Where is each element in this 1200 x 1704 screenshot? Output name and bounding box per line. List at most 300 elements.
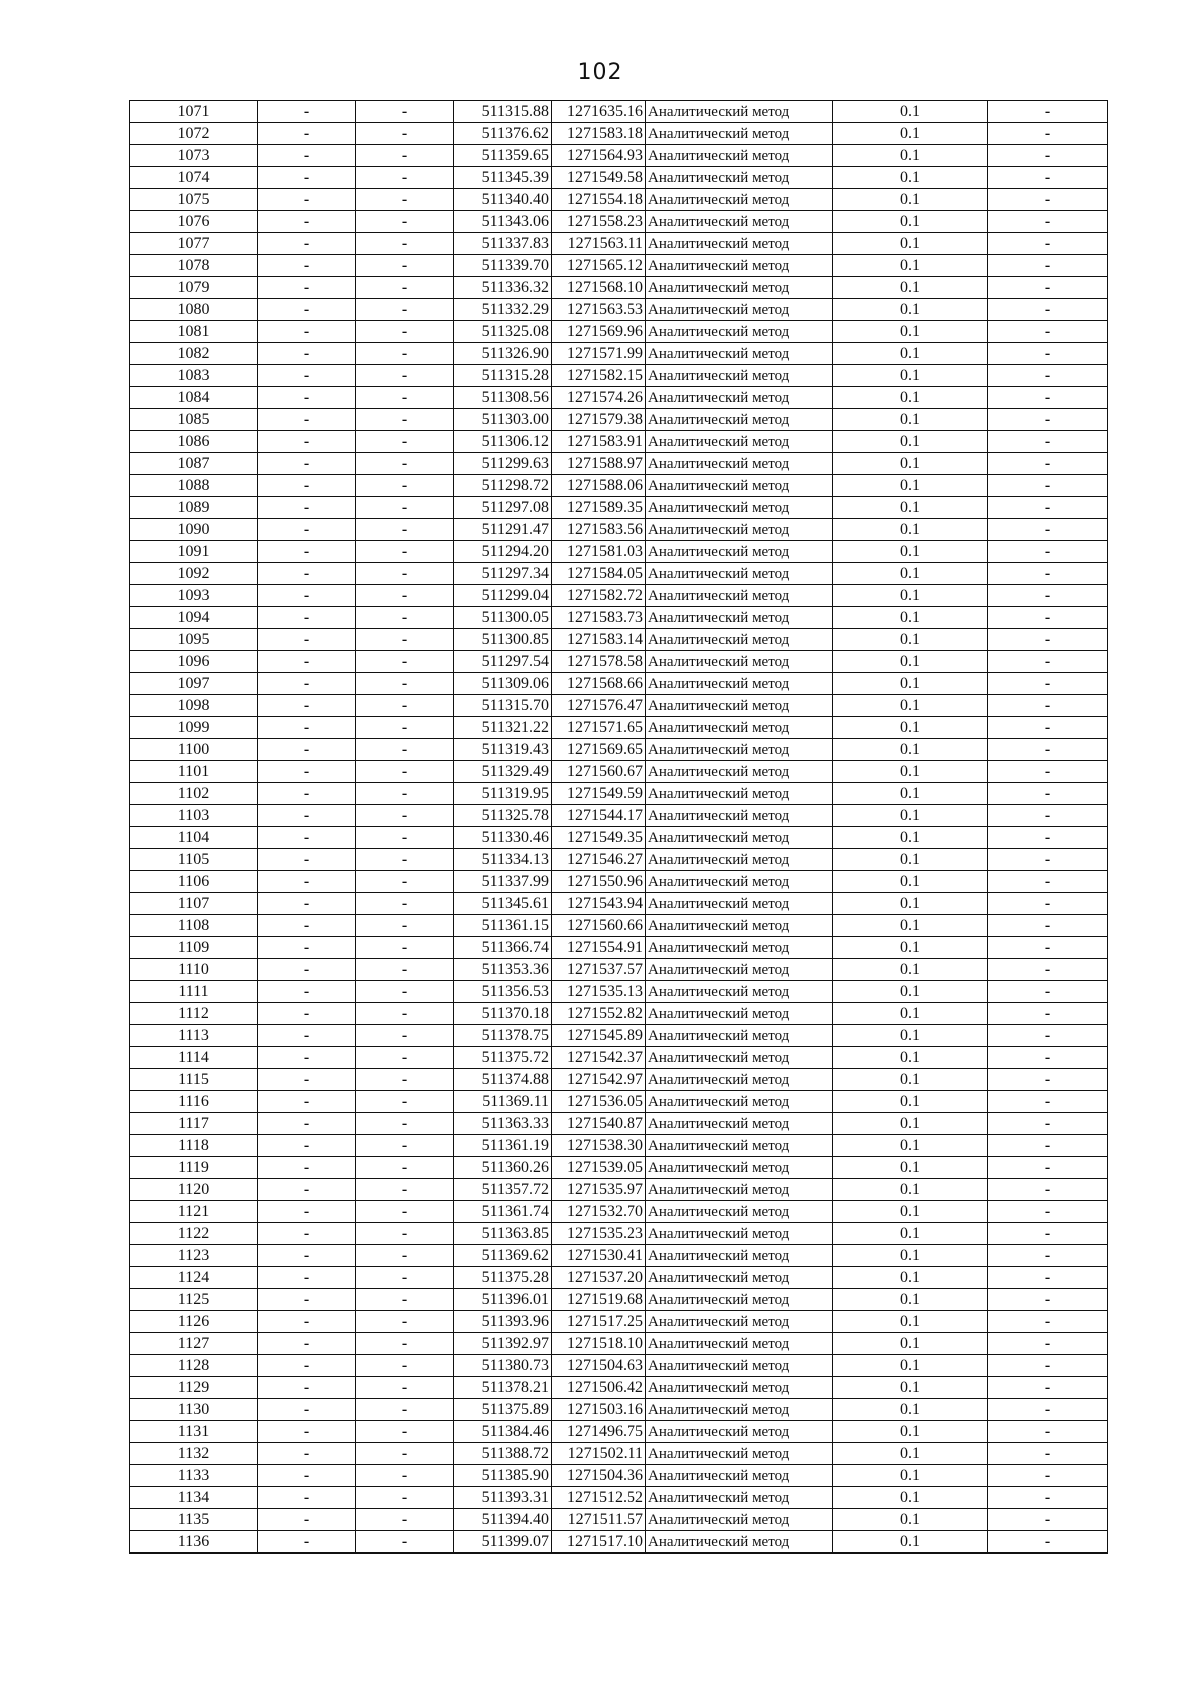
point-number-cell: 1111 (130, 981, 258, 1003)
method-cell: Аналитический метод (646, 651, 833, 673)
table-row (130, 1267, 1108, 1289)
accuracy-cell: 0.1 (833, 783, 988, 805)
point-number-cell: 1096 (130, 651, 258, 673)
x-coordinate-cell: 511297.08 (454, 497, 552, 519)
empty-cell: - (988, 629, 1108, 651)
empty-cell: - (356, 827, 454, 849)
method-cell: Аналитический метод (646, 1223, 833, 1245)
table-row (130, 541, 1108, 563)
accuracy-cell: 0.1 (833, 409, 988, 431)
point-number-cell: 1078 (130, 255, 258, 277)
empty-cell: - (356, 695, 454, 717)
accuracy-cell: 0.1 (833, 1267, 988, 1289)
x-coordinate-cell: 511361.19 (454, 1135, 552, 1157)
empty-cell: - (258, 1267, 356, 1289)
empty-cell: - (258, 519, 356, 541)
x-coordinate-cell: 511385.90 (454, 1465, 552, 1487)
table-row (130, 1025, 1108, 1047)
empty-cell: - (258, 981, 356, 1003)
empty-cell: - (356, 673, 454, 695)
empty-cell: - (258, 893, 356, 915)
empty-cell: - (988, 1267, 1108, 1289)
empty-cell: - (356, 277, 454, 299)
method-cell: Аналитический метод (646, 805, 833, 827)
empty-cell: - (356, 607, 454, 629)
table-row (130, 1179, 1108, 1201)
empty-cell: - (988, 871, 1108, 893)
empty-cell: - (988, 1443, 1108, 1465)
y-coordinate-cell: 1271502.11 (552, 1443, 646, 1465)
table-row (130, 431, 1108, 453)
y-coordinate-cell: 1271542.37 (552, 1047, 646, 1069)
point-number-cell: 1127 (130, 1333, 258, 1355)
accuracy-cell: 0.1 (833, 563, 988, 585)
table-row (130, 783, 1108, 805)
accuracy-cell: 0.1 (833, 1289, 988, 1311)
empty-cell: - (356, 1531, 454, 1554)
empty-cell: - (356, 1311, 454, 1333)
x-coordinate-cell: 511291.47 (454, 519, 552, 541)
empty-cell: - (988, 1355, 1108, 1377)
empty-cell: - (988, 849, 1108, 871)
table-row (130, 453, 1108, 475)
y-coordinate-cell: 1271506.42 (552, 1377, 646, 1399)
y-coordinate-cell: 1271535.23 (552, 1223, 646, 1245)
accuracy-cell: 0.1 (833, 695, 988, 717)
empty-cell: - (988, 365, 1108, 387)
empty-cell: - (258, 805, 356, 827)
method-cell: Аналитический метод (646, 1179, 833, 1201)
empty-cell: - (258, 651, 356, 673)
table-row (130, 255, 1108, 277)
point-number-cell: 1072 (130, 123, 258, 145)
method-cell: Аналитический метод (646, 761, 833, 783)
empty-cell: - (988, 673, 1108, 695)
method-cell: Аналитический метод (646, 1465, 833, 1487)
empty-cell: - (356, 1399, 454, 1421)
y-coordinate-cell: 1271581.03 (552, 541, 646, 563)
accuracy-cell: 0.1 (833, 1025, 988, 1047)
method-cell: Аналитический метод (646, 321, 833, 343)
method-cell: Аналитический метод (646, 123, 833, 145)
empty-cell: - (258, 101, 356, 123)
empty-cell: - (988, 1399, 1108, 1421)
point-number-cell: 1098 (130, 695, 258, 717)
empty-cell: - (258, 1311, 356, 1333)
x-coordinate-cell: 511300.85 (454, 629, 552, 651)
accuracy-cell: 0.1 (833, 101, 988, 123)
empty-cell: - (356, 585, 454, 607)
empty-cell: - (258, 695, 356, 717)
method-cell: Аналитический метод (646, 695, 833, 717)
empty-cell: - (988, 607, 1108, 629)
point-number-cell: 1129 (130, 1377, 258, 1399)
empty-cell: - (988, 343, 1108, 365)
accuracy-cell: 0.1 (833, 453, 988, 475)
method-cell: Аналитический метод (646, 629, 833, 651)
empty-cell: - (356, 937, 454, 959)
table-row (130, 585, 1108, 607)
y-coordinate-cell: 1271588.97 (552, 453, 646, 475)
table-row (130, 1377, 1108, 1399)
empty-cell: - (356, 145, 454, 167)
accuracy-cell: 0.1 (833, 387, 988, 409)
empty-cell: - (258, 1245, 356, 1267)
empty-cell: - (356, 1223, 454, 1245)
point-number-cell: 1104 (130, 827, 258, 849)
empty-cell: - (258, 1377, 356, 1399)
table-row (130, 1223, 1108, 1245)
empty-cell: - (988, 1179, 1108, 1201)
y-coordinate-cell: 1271563.53 (552, 299, 646, 321)
empty-cell: - (258, 1113, 356, 1135)
y-coordinate-cell: 1271583.73 (552, 607, 646, 629)
accuracy-cell: 0.1 (833, 629, 988, 651)
accuracy-cell: 0.1 (833, 607, 988, 629)
table-row (130, 651, 1108, 673)
y-coordinate-cell: 1271535.97 (552, 1179, 646, 1201)
empty-cell: - (356, 1201, 454, 1223)
point-number-cell: 1084 (130, 387, 258, 409)
table-row (130, 959, 1108, 981)
y-coordinate-cell: 1271589.35 (552, 497, 646, 519)
empty-cell: - (356, 453, 454, 475)
x-coordinate-cell: 511375.72 (454, 1047, 552, 1069)
x-coordinate-cell: 511388.72 (454, 1443, 552, 1465)
x-coordinate-cell: 511298.72 (454, 475, 552, 497)
empty-cell: - (356, 915, 454, 937)
empty-cell: - (258, 145, 356, 167)
y-coordinate-cell: 1271635.16 (552, 101, 646, 123)
empty-cell: - (988, 805, 1108, 827)
method-cell: Аналитический метод (646, 541, 833, 563)
empty-cell: - (258, 497, 356, 519)
empty-cell: - (356, 1289, 454, 1311)
method-cell: Аналитический метод (646, 167, 833, 189)
empty-cell: - (356, 321, 454, 343)
accuracy-cell: 0.1 (833, 255, 988, 277)
empty-cell: - (988, 1113, 1108, 1135)
empty-cell: - (356, 871, 454, 893)
empty-cell: - (258, 1443, 356, 1465)
point-number-cell: 1074 (130, 167, 258, 189)
accuracy-cell: 0.1 (833, 1201, 988, 1223)
method-cell: Аналитический метод (646, 981, 833, 1003)
y-coordinate-cell: 1271518.10 (552, 1333, 646, 1355)
y-coordinate-cell: 1271579.38 (552, 409, 646, 431)
empty-cell: - (258, 1289, 356, 1311)
x-coordinate-cell: 511369.62 (454, 1245, 552, 1267)
y-coordinate-cell: 1271504.63 (552, 1355, 646, 1377)
accuracy-cell: 0.1 (833, 1509, 988, 1531)
accuracy-cell: 0.1 (833, 365, 988, 387)
point-number-cell: 1119 (130, 1157, 258, 1179)
empty-cell: - (356, 343, 454, 365)
point-number-cell: 1097 (130, 673, 258, 695)
empty-cell: - (988, 409, 1108, 431)
table-row (130, 1311, 1108, 1333)
accuracy-cell: 0.1 (833, 717, 988, 739)
point-number-cell: 1095 (130, 629, 258, 651)
point-number-cell: 1126 (130, 1311, 258, 1333)
empty-cell: - (258, 871, 356, 893)
empty-cell: - (258, 123, 356, 145)
method-cell: Аналитический метод (646, 1333, 833, 1355)
table-row (130, 1135, 1108, 1157)
table-row (130, 1047, 1108, 1069)
empty-cell: - (988, 1047, 1108, 1069)
point-number-cell: 1079 (130, 277, 258, 299)
empty-cell: - (356, 167, 454, 189)
point-number-cell: 1086 (130, 431, 258, 453)
accuracy-cell: 0.1 (833, 1135, 988, 1157)
accuracy-cell: 0.1 (833, 277, 988, 299)
empty-cell: - (988, 1421, 1108, 1443)
point-number-cell: 1117 (130, 1113, 258, 1135)
empty-cell: - (356, 1465, 454, 1487)
table-row (130, 1003, 1108, 1025)
x-coordinate-cell: 511336.32 (454, 277, 552, 299)
table-row (130, 1355, 1108, 1377)
empty-cell: - (988, 1157, 1108, 1179)
x-coordinate-cell: 511378.75 (454, 1025, 552, 1047)
method-cell: Аналитический метод (646, 1399, 833, 1421)
empty-cell: - (356, 233, 454, 255)
empty-cell: - (356, 893, 454, 915)
x-coordinate-cell: 511325.08 (454, 321, 552, 343)
table-row (130, 189, 1108, 211)
empty-cell: - (356, 1025, 454, 1047)
y-coordinate-cell: 1271583.91 (552, 431, 646, 453)
y-coordinate-cell: 1271583.18 (552, 123, 646, 145)
empty-cell: - (356, 101, 454, 123)
empty-cell: - (258, 1509, 356, 1531)
point-number-cell: 1132 (130, 1443, 258, 1465)
table-row (130, 233, 1108, 255)
table-row (130, 717, 1108, 739)
empty-cell: - (258, 827, 356, 849)
table-row (130, 629, 1108, 651)
y-coordinate-cell: 1271588.06 (552, 475, 646, 497)
point-number-cell: 1122 (130, 1223, 258, 1245)
x-coordinate-cell: 511319.95 (454, 783, 552, 805)
empty-cell: - (356, 1157, 454, 1179)
y-coordinate-cell: 1271549.35 (552, 827, 646, 849)
empty-cell: - (356, 255, 454, 277)
accuracy-cell: 0.1 (833, 1003, 988, 1025)
point-number-cell: 1106 (130, 871, 258, 893)
y-coordinate-cell: 1271537.20 (552, 1267, 646, 1289)
empty-cell: - (988, 321, 1108, 343)
point-number-cell: 1083 (130, 365, 258, 387)
table-row (130, 211, 1108, 233)
method-cell: Аналитический метод (646, 1487, 833, 1509)
empty-cell: - (356, 475, 454, 497)
empty-cell: - (258, 717, 356, 739)
point-number-cell: 1112 (130, 1003, 258, 1025)
point-number-cell: 1087 (130, 453, 258, 475)
empty-cell: - (356, 783, 454, 805)
y-coordinate-cell: 1271584.05 (552, 563, 646, 585)
x-coordinate-cell: 511294.20 (454, 541, 552, 563)
empty-cell: - (356, 629, 454, 651)
table-row (130, 695, 1108, 717)
method-cell: Аналитический метод (646, 607, 833, 629)
empty-cell: - (258, 365, 356, 387)
x-coordinate-cell: 511361.74 (454, 1201, 552, 1223)
empty-cell: - (988, 497, 1108, 519)
method-cell: Аналитический метод (646, 1509, 833, 1531)
y-coordinate-cell: 1271540.87 (552, 1113, 646, 1135)
table-row (130, 497, 1108, 519)
y-coordinate-cell: 1271552.82 (552, 1003, 646, 1025)
method-cell: Аналитический метод (646, 1135, 833, 1157)
empty-cell: - (356, 1091, 454, 1113)
empty-cell: - (258, 1531, 356, 1554)
empty-cell: - (988, 233, 1108, 255)
method-cell: Аналитический метод (646, 1113, 833, 1135)
empty-cell: - (258, 1157, 356, 1179)
accuracy-cell: 0.1 (833, 1069, 988, 1091)
accuracy-cell: 0.1 (833, 1245, 988, 1267)
accuracy-cell: 0.1 (833, 299, 988, 321)
table-row (130, 1443, 1108, 1465)
accuracy-cell: 0.1 (833, 871, 988, 893)
empty-cell: - (988, 1091, 1108, 1113)
method-cell: Аналитический метод (646, 827, 833, 849)
x-coordinate-cell: 511303.00 (454, 409, 552, 431)
empty-cell: - (356, 651, 454, 673)
table-row (130, 277, 1108, 299)
method-cell: Аналитический метод (646, 563, 833, 585)
point-number-cell: 1114 (130, 1047, 258, 1069)
method-cell: Аналитический метод (646, 673, 833, 695)
table-row (130, 475, 1108, 497)
y-coordinate-cell: 1271546.27 (552, 849, 646, 871)
x-coordinate-cell: 511299.04 (454, 585, 552, 607)
empty-cell: - (258, 1091, 356, 1113)
y-coordinate-cell: 1271583.56 (552, 519, 646, 541)
table-row (130, 915, 1108, 937)
x-coordinate-cell: 511378.21 (454, 1377, 552, 1399)
coordinates-table (129, 100, 1108, 1554)
x-coordinate-cell: 511321.22 (454, 717, 552, 739)
empty-cell: - (258, 453, 356, 475)
page-number: 102 (577, 60, 623, 85)
table-row (130, 1091, 1108, 1113)
method-cell: Аналитический метод (646, 1047, 833, 1069)
empty-cell: - (258, 739, 356, 761)
table-body (130, 101, 1108, 1554)
y-coordinate-cell: 1271571.65 (552, 717, 646, 739)
empty-cell: - (988, 959, 1108, 981)
y-coordinate-cell: 1271569.96 (552, 321, 646, 343)
accuracy-cell: 0.1 (833, 1465, 988, 1487)
empty-cell: - (988, 299, 1108, 321)
method-cell: Аналитический метод (646, 1201, 833, 1223)
y-coordinate-cell: 1271568.66 (552, 673, 646, 695)
x-coordinate-cell: 511384.46 (454, 1421, 552, 1443)
y-coordinate-cell: 1271582.72 (552, 585, 646, 607)
point-number-cell: 1115 (130, 1069, 258, 1091)
empty-cell: - (988, 827, 1108, 849)
y-coordinate-cell: 1271554.18 (552, 189, 646, 211)
y-coordinate-cell: 1271563.11 (552, 233, 646, 255)
empty-cell: - (258, 387, 356, 409)
y-coordinate-cell: 1271503.16 (552, 1399, 646, 1421)
table-row (130, 1531, 1108, 1554)
method-cell: Аналитический метод (646, 101, 833, 123)
empty-cell: - (258, 1487, 356, 1509)
method-cell: Аналитический метод (646, 189, 833, 211)
x-coordinate-cell: 511297.34 (454, 563, 552, 585)
point-number-cell: 1089 (130, 497, 258, 519)
y-coordinate-cell: 1271537.57 (552, 959, 646, 981)
empty-cell: - (356, 1003, 454, 1025)
empty-cell: - (258, 541, 356, 563)
y-coordinate-cell: 1271549.59 (552, 783, 646, 805)
empty-cell: - (988, 211, 1108, 233)
method-cell: Аналитический метод (646, 211, 833, 233)
x-coordinate-cell: 511339.70 (454, 255, 552, 277)
accuracy-cell: 0.1 (833, 739, 988, 761)
point-number-cell: 1080 (130, 299, 258, 321)
empty-cell: - (258, 211, 356, 233)
empty-cell: - (988, 1003, 1108, 1025)
empty-cell: - (988, 541, 1108, 563)
x-coordinate-cell: 511393.31 (454, 1487, 552, 1509)
point-number-cell: 1081 (130, 321, 258, 343)
accuracy-cell: 0.1 (833, 189, 988, 211)
empty-cell: - (988, 519, 1108, 541)
method-cell: Аналитический метод (646, 1267, 833, 1289)
accuracy-cell: 0.1 (833, 497, 988, 519)
table-row (130, 871, 1108, 893)
empty-cell: - (258, 761, 356, 783)
x-coordinate-cell: 511337.99 (454, 871, 552, 893)
point-number-cell: 1110 (130, 959, 258, 981)
y-coordinate-cell: 1271542.97 (552, 1069, 646, 1091)
y-coordinate-cell: 1271539.05 (552, 1157, 646, 1179)
y-coordinate-cell: 1271560.67 (552, 761, 646, 783)
empty-cell: - (988, 739, 1108, 761)
empty-cell: - (356, 431, 454, 453)
y-coordinate-cell: 1271535.13 (552, 981, 646, 1003)
accuracy-cell: 0.1 (833, 915, 988, 937)
empty-cell: - (258, 475, 356, 497)
point-number-cell: 1090 (130, 519, 258, 541)
accuracy-cell: 0.1 (833, 1179, 988, 1201)
x-coordinate-cell: 511357.72 (454, 1179, 552, 1201)
point-number-cell: 1091 (130, 541, 258, 563)
y-coordinate-cell: 1271554.91 (552, 937, 646, 959)
accuracy-cell: 0.1 (833, 1531, 988, 1554)
y-coordinate-cell: 1271576.47 (552, 695, 646, 717)
method-cell: Аналитический метод (646, 431, 833, 453)
accuracy-cell: 0.1 (833, 475, 988, 497)
empty-cell: - (356, 761, 454, 783)
x-coordinate-cell: 511343.06 (454, 211, 552, 233)
empty-cell: - (258, 1201, 356, 1223)
empty-cell: - (988, 585, 1108, 607)
empty-cell: - (356, 365, 454, 387)
table-row (130, 1421, 1108, 1443)
x-coordinate-cell: 511315.28 (454, 365, 552, 387)
x-coordinate-cell: 511396.01 (454, 1289, 552, 1311)
y-coordinate-cell: 1271568.10 (552, 277, 646, 299)
method-cell: Аналитический метод (646, 255, 833, 277)
table-row (130, 145, 1108, 167)
